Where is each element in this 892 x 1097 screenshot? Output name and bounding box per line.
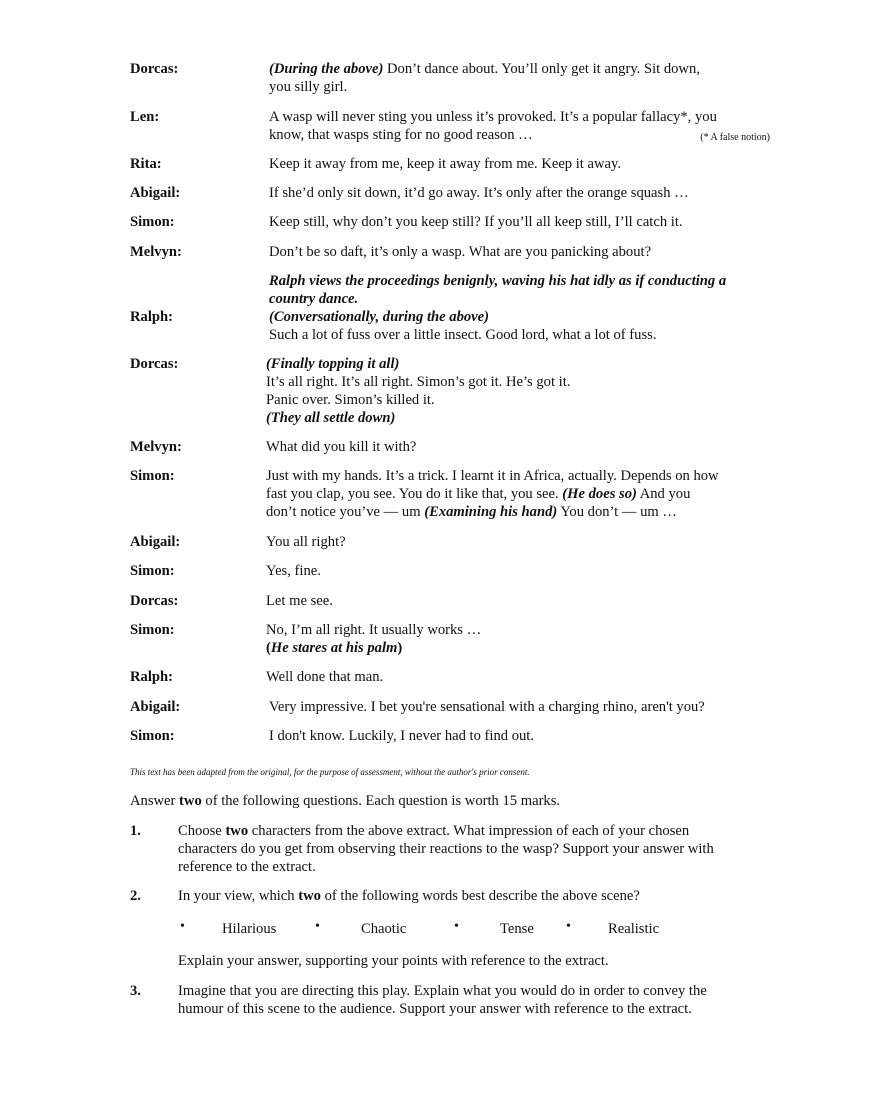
stage-direction: (He stares at his palm) [266, 640, 403, 656]
speech-line: Such a lot of fuss over a little insect. Good lord, what a lot of fuss. [269, 327, 657, 343]
speech-line: Don’t be so daft, it’s only a wasp. What are you panicking about? [269, 244, 652, 260]
bullet-icon: • [315, 919, 320, 934]
instructions: Answer two of the following questions. Each question is worth 15 marks. [130, 793, 561, 809]
speaker-name: Dorcas: [130, 61, 179, 77]
speaker-name: Abigail: [130, 185, 181, 201]
option-word: Realistic [608, 921, 660, 937]
speaker-name: Len: [130, 109, 160, 125]
speech-line: You all right? [266, 534, 346, 550]
speech-line: What did you kill it with? [266, 439, 417, 455]
stage-direction: country dance. [269, 291, 359, 307]
speech-line: I don't know. Luckily, I never had to find out. [269, 728, 534, 744]
bullet-icon: • [454, 919, 459, 934]
option-word: Tense [500, 921, 534, 937]
question-text: In your view, which two of the following words best describe the above scene? [178, 888, 640, 904]
speech-line: Let me see. [266, 593, 333, 609]
speaker-name: Rita: [130, 156, 162, 172]
bullet-icon: • [566, 919, 571, 934]
stage-direction: Ralph views the proceedings benignly, waving his hat idly as if conducting a [269, 273, 727, 289]
stage-direction: (Examining his hand) [424, 504, 558, 520]
speaker-name: Ralph: [130, 669, 173, 685]
speech-line: know, that wasps sting for no good reason … [269, 127, 533, 143]
stage-direction: (They all settle down) [266, 410, 396, 426]
question-text: Choose two characters from the above extract. What impression of each of your chosen characters do you get from observing their reactions to the wasp? Support your answer with reference to the extract. [178, 823, 714, 875]
speech-line: No, I’m all right. It usually works … [266, 622, 482, 638]
speech-line: Well done that man. [266, 669, 384, 685]
footnote: (* A false notion) [700, 132, 770, 143]
speech-line: you silly girl. [269, 79, 348, 95]
speaker-name: Simon: [130, 728, 175, 744]
stage-direction: (Conversationally, during the above) [269, 309, 489, 325]
question-number: 3. [130, 983, 141, 999]
speech-line: Very impressive. I bet you're sensational with a charging rhino, aren't you? [269, 699, 705, 715]
speaker-name: Simon: [130, 468, 175, 484]
speaker-name: Simon: [130, 563, 175, 579]
stage-direction: (He does so) [562, 486, 637, 502]
speech-line: If she’d only sit down, it’d go away. It’s only after the orange squash … [269, 185, 689, 201]
speech-line: Panic over. Simon’s killed it. [266, 392, 435, 408]
speaker-name: Melvyn: [130, 439, 182, 455]
stage-direction: (Finally topping it all) [266, 356, 400, 372]
question-number: 1. [130, 823, 141, 839]
stage-direction: (During the above) [269, 61, 384, 77]
speech-line: fast you clap, you see. You do it like that, you see. (He does so) And you [266, 486, 691, 502]
option-word: Chaotic [361, 921, 407, 937]
speech-line: Yes, fine. [266, 563, 321, 579]
question-number: 2. [130, 888, 141, 904]
disclaimer: This text has been adapted from the original, for the purpose of assessment, without the author's prior consent. [130, 767, 530, 777]
speaker-name: Simon: [130, 214, 175, 230]
question-text: Imagine that you are directing this play. Explain what you would do in order to convey the humour of this scene to the audience. Support your answer with reference to the extract. [178, 983, 707, 1017]
speech-line: Keep it away from me, keep it away from me. Keep it away. [269, 156, 622, 172]
speaker-name: Dorcas: [130, 356, 179, 372]
speech-text [269, 108, 769, 144]
speech-line: Keep still, why don’t you keep still? If you’ll all keep still, I’ll catch it. [269, 214, 683, 230]
speech-line: A wasp will never sting you unless it’s provoked. It’s a popular fallacy*, you [269, 109, 717, 125]
speaker-name: Abigail: [130, 699, 181, 715]
option-word: Hilarious [222, 921, 277, 937]
bullet-icon: • [180, 919, 185, 934]
speaker-name: Melvyn: [130, 244, 182, 260]
speech-line: Just with my hands. It’s a trick. I learnt it in Africa, actually. Depends on how [266, 468, 719, 484]
speech-line: It’s all right. It’s all right. Simon’s got it. He’s got it. [266, 374, 571, 390]
speech-line: Don’t dance about. You’ll only get it angry. Sit down, [386, 61, 700, 77]
speaker-name: Abigail: [130, 534, 181, 550]
speech-text [269, 60, 769, 96]
speaker-name: Ralph: [130, 309, 173, 325]
speech-line: don’t notice you’ve — um (Examining his hand) You don’t — um … [266, 504, 677, 520]
speaker-name: Simon: [130, 622, 175, 638]
speaker-name: Dorcas: [130, 593, 179, 609]
